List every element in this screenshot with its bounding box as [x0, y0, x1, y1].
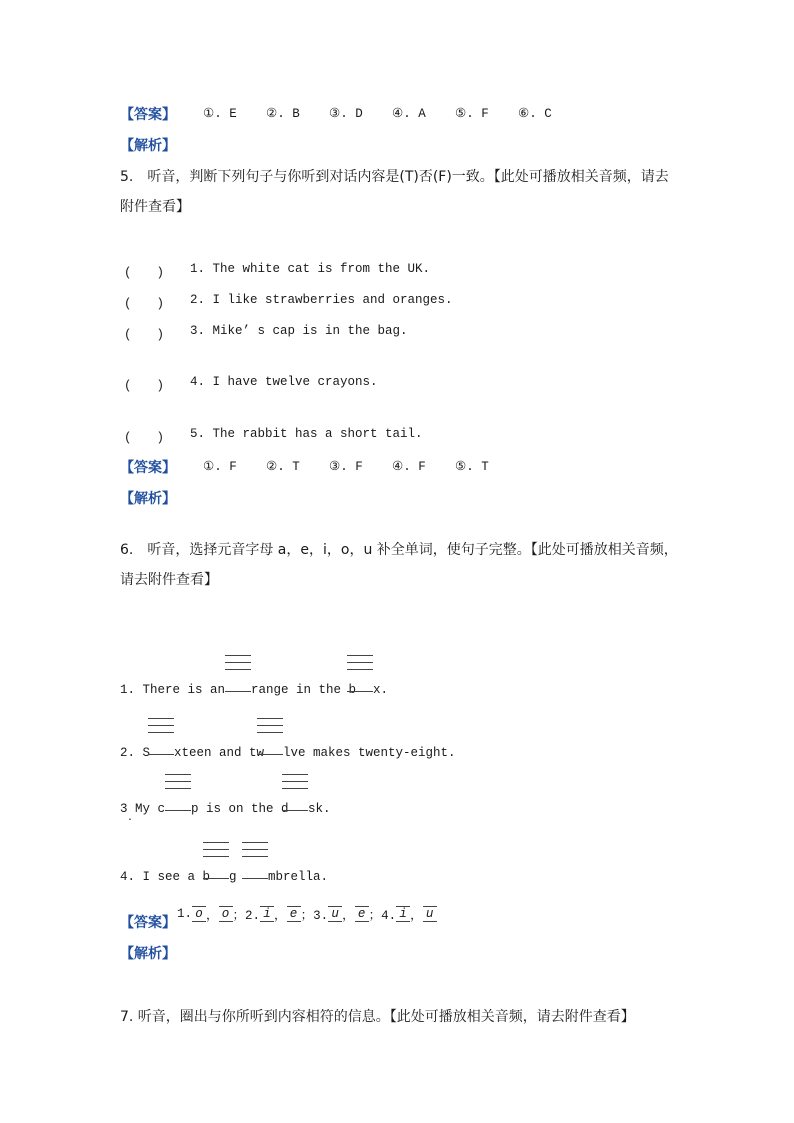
vowel-stack	[347, 655, 373, 676]
answer-item: ②. B	[266, 107, 300, 121]
q5-item-4: 4. I have twelve crayons.	[190, 375, 378, 389]
fill-blank	[257, 754, 283, 755]
q6-sentence-1-part: range in the b	[251, 683, 357, 697]
analysis-tag: 【解析】	[120, 138, 176, 154]
answer-letter: o	[192, 906, 206, 922]
answer-num: 1.	[177, 907, 193, 921]
q5-item-2: 2. I like strawberries and oranges.	[190, 293, 453, 307]
answer-paren: ( )	[124, 379, 165, 393]
fill-blank	[282, 810, 308, 811]
q6-sentence-3-part: p is on the d	[191, 802, 289, 816]
answer-item: ⑥. C	[518, 107, 552, 121]
q5-item-3: 3. Mike’ s cap is in the bag.	[190, 324, 408, 338]
answer-paren: ( )	[124, 431, 165, 445]
answer-tag: 【答案】	[120, 107, 176, 123]
answer-sep: ，	[410, 909, 423, 923]
answer-tag: 【答案】	[120, 460, 176, 476]
analysis-tag: 【解析】	[120, 491, 176, 507]
answer-sep: ，	[274, 909, 287, 923]
vowel-stack	[242, 842, 268, 863]
q6-sentence-4-part: mbrella.	[268, 870, 329, 884]
answer-line-q4	[120, 104, 176, 124]
fill-blank	[148, 754, 174, 755]
answer-tag: 【答案】	[120, 915, 176, 931]
answer-item: ⑤. T	[455, 460, 489, 474]
fill-blank	[242, 878, 268, 879]
vowel-stack	[165, 774, 191, 795]
q6-sentence-1-part: 1. There is an	[120, 683, 226, 697]
answer-item: ③. D	[329, 107, 363, 121]
vowel-stack	[282, 774, 308, 795]
answer-letter: e	[355, 906, 369, 922]
answer-letter: o	[219, 906, 233, 922]
answer-paren: ( )	[124, 266, 165, 280]
answer-num: ；3.	[300, 909, 329, 923]
q6-sentence-4-part: g	[229, 870, 237, 884]
q7-title: 7. 听音，圈出与你所听到内容相符的信息。【此处可播放相关音频，请去附件查看】	[120, 1009, 635, 1025]
answer-letter: i	[396, 906, 410, 922]
vowel-stack	[203, 842, 229, 863]
answer-letter: u	[423, 906, 437, 922]
q6-answer	[177, 905, 437, 923]
q5-title: 5. 听音，判断下列句子与你听到对话内容是(T)否(F)一致。【此处可播放相关音频，请去	[120, 169, 669, 185]
q6-sentence-3-part: 3 My c	[120, 802, 166, 816]
q6-sentence-1-part: x.	[373, 683, 389, 697]
answer-item: ④. A	[392, 107, 426, 121]
q5-title-cont: 附件查看】	[120, 199, 190, 215]
answer-item: ④. F	[392, 460, 426, 474]
answer-item: ①. E	[203, 107, 237, 121]
q6-sentence-2-part: 2. S	[120, 746, 151, 760]
q5-item-5: 5. The rabbit has a short tail.	[190, 427, 423, 441]
vowel-stack	[225, 655, 251, 676]
answer-letter: i	[260, 906, 274, 922]
answer-paren: ( )	[124, 297, 165, 311]
answer-item: ⑤. F	[455, 107, 489, 121]
q6-sentence-2-part: lve makes twenty-eight.	[283, 746, 456, 760]
answer-num: ；2.	[232, 909, 261, 923]
q6-sentence-2-part: xteen and tw	[174, 746, 265, 760]
dot-mark: ·	[127, 815, 134, 826]
q6-sentence-3-part: sk.	[308, 802, 331, 816]
answer-item: ③. F	[329, 460, 363, 474]
answer-sep: ，	[342, 909, 355, 923]
answer-paren: ( )	[124, 328, 165, 342]
answer-item: ②. T	[266, 460, 300, 474]
vowel-stack	[257, 718, 283, 739]
q6-title: 6. 听音，选择元音字母 a，e，i，o，u 补全单词，使句子完整。【此处可播放相关音频，	[120, 542, 678, 558]
fill-blank	[347, 691, 373, 692]
answer-item: ①. F	[203, 460, 237, 474]
answer-num: ；4.	[368, 909, 397, 923]
answer-letter: e	[287, 906, 301, 922]
q6-title-cont: 请去附件查看】	[120, 572, 218, 588]
vowel-stack	[148, 718, 174, 739]
answer-sep: ，	[206, 909, 219, 923]
fill-blank	[203, 878, 229, 879]
q5-item-1: 1. The white cat is from the UK.	[190, 262, 431, 276]
analysis-tag: 【解析】	[120, 946, 176, 962]
fill-blank	[165, 810, 191, 811]
fill-blank	[225, 691, 251, 692]
q6-sentence-4-part: 4. I see a b	[120, 870, 211, 884]
answer-letter: u	[328, 906, 342, 922]
